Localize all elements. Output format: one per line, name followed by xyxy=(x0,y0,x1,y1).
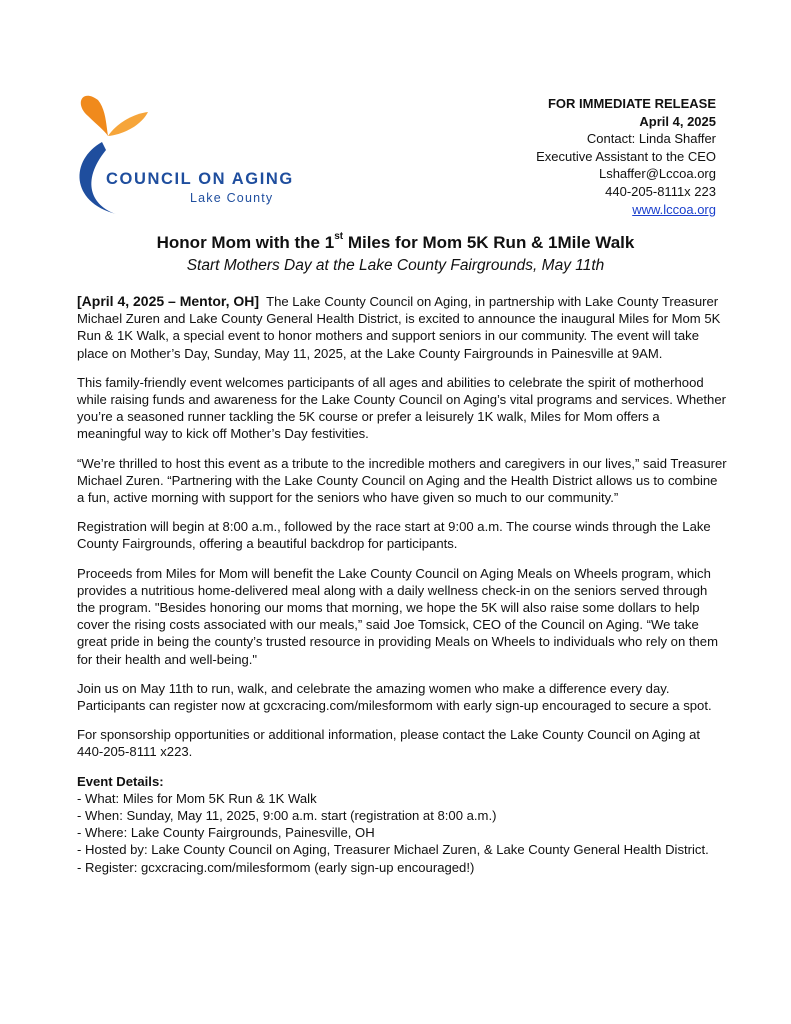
release-date: April 4, 2025 xyxy=(639,113,716,129)
contact-name: Contact: Linda Shaffer xyxy=(586,131,716,147)
contact-role: Executive Assistant to the CEO xyxy=(536,148,716,164)
release-label: FOR IMMEDIATE RELEASE xyxy=(547,96,716,111)
list-item: - Where: Lake County Fairgrounds, Painesville, OH xyxy=(77,825,375,841)
list-item: - Register: gcxcracing.com/milesformom (early sign-up encouraged!) xyxy=(77,859,475,875)
release-header xyxy=(536,95,716,218)
paragraph-6: Join us on May 11th to run, walk, and celebrate the amazing women who make a difference every day. Participants can register now at gcxcracing.com/milesformom with early sign-up encouraged to secure a spot. xyxy=(77,680,712,714)
page-title xyxy=(0,233,791,253)
event-details-list xyxy=(77,790,727,876)
contact-email: Lshaffer@Lccoa.org xyxy=(598,166,716,182)
council-on-aging-logo xyxy=(70,90,320,220)
paragraph-3: “We’re thrilled to host this event as a tribute to the incredible mothers and caregivers in our lives,” said Treasurer Michael Zuren. “Partnering with the Lake County Council on Aging and the Health District allows us to combine a fun, active morning with support for the seniors who have given so much to our community.” xyxy=(77,455,727,506)
event-details-heading: Event Details: xyxy=(77,773,164,789)
org-subname: Lake County xyxy=(190,191,274,205)
org-name: COUNCIL ON AGING xyxy=(106,170,294,188)
dateline: [April 4, 2025 – Mentor, OH] xyxy=(77,293,260,309)
contact-phone: 440-205-8111x 223 xyxy=(605,183,716,199)
paragraph-2: This family-friendly event welcomes participants of all ages and abilities to celebrate the spirit of motherhood while raising funds and awareness for the Lake County Council on Aging’s vital programs and services. Whether you’re a seasoned runner tackling the 5K course or prefer a leisurely 1K walk, Miles for Mom offers a meaningful way to kick off Mother’s Day festivities. xyxy=(77,374,726,442)
paragraph-text: The Lake County Council on Aging, in partnership with Lake County Treasurer Michael Zuren and Lake County General Health District, is excited to announce the inaugural Miles for Mom 5K Run & 1K Walk, a special event to honor mothers and support seniors in our community. The event will take place on Mother’s Day, Sunday, May 11, 2025, at the Lake County Fairgrounds in Painesville at 9AM. xyxy=(77,294,721,361)
title-pre: Honor Mom with the 1 xyxy=(156,233,335,252)
press-release-body xyxy=(77,293,727,876)
paragraph-4: Registration will begin at 8:00 a.m., followed by the race start at 9:00 a.m. The course winds through the Lake County Fairgrounds, offering a beautiful backdrop for participants. xyxy=(77,519,711,552)
list-item: - What: Miles for Mom 5K Run & 1K Walk xyxy=(77,790,317,806)
list-item: - Hosted by: Lake County Council on Aging, Treasurer Michael Zuren, & Lake County General Health District. xyxy=(77,842,709,858)
title-post: Miles for Mom 5K Run & 1Mile Walk xyxy=(343,233,635,252)
list-item: - When: Sunday, May 11, 2025, 9:00 a.m. start (registration at 8:00 a.m.) xyxy=(77,808,497,824)
title-sup: st xyxy=(334,231,344,243)
paragraph-intro xyxy=(77,293,727,362)
page-subtitle: Start Mothers Day at the Lake County Fairgrounds, May 11th xyxy=(186,257,605,274)
website-link[interactable]: www.lccoa.org xyxy=(632,201,716,217)
paragraph-7: For sponsorship opportunities or additional information, please contact the Lake County Council on Aging at 440-205-8111 x223. xyxy=(77,727,701,760)
butterfly-swoosh-icon xyxy=(70,90,320,220)
paragraph-5: Proceeds from Miles for Mom will benefit the Lake County Council on Aging Meals on Wheels program, which provides a nutritious home-delivered meal along with a daily wellness check-in on the seniors served through the program. "Besides honoring our moms that morning, we hope the 5K will also raise some dollars to help cover the rising costs associated with our meals,” said Joe Tomsick, CEO of the Council on Aging. “We take great pride in being the county’s trusted resource in providing Meals on Wheels to individuals who rely on them for their health and well-being." xyxy=(77,565,718,667)
